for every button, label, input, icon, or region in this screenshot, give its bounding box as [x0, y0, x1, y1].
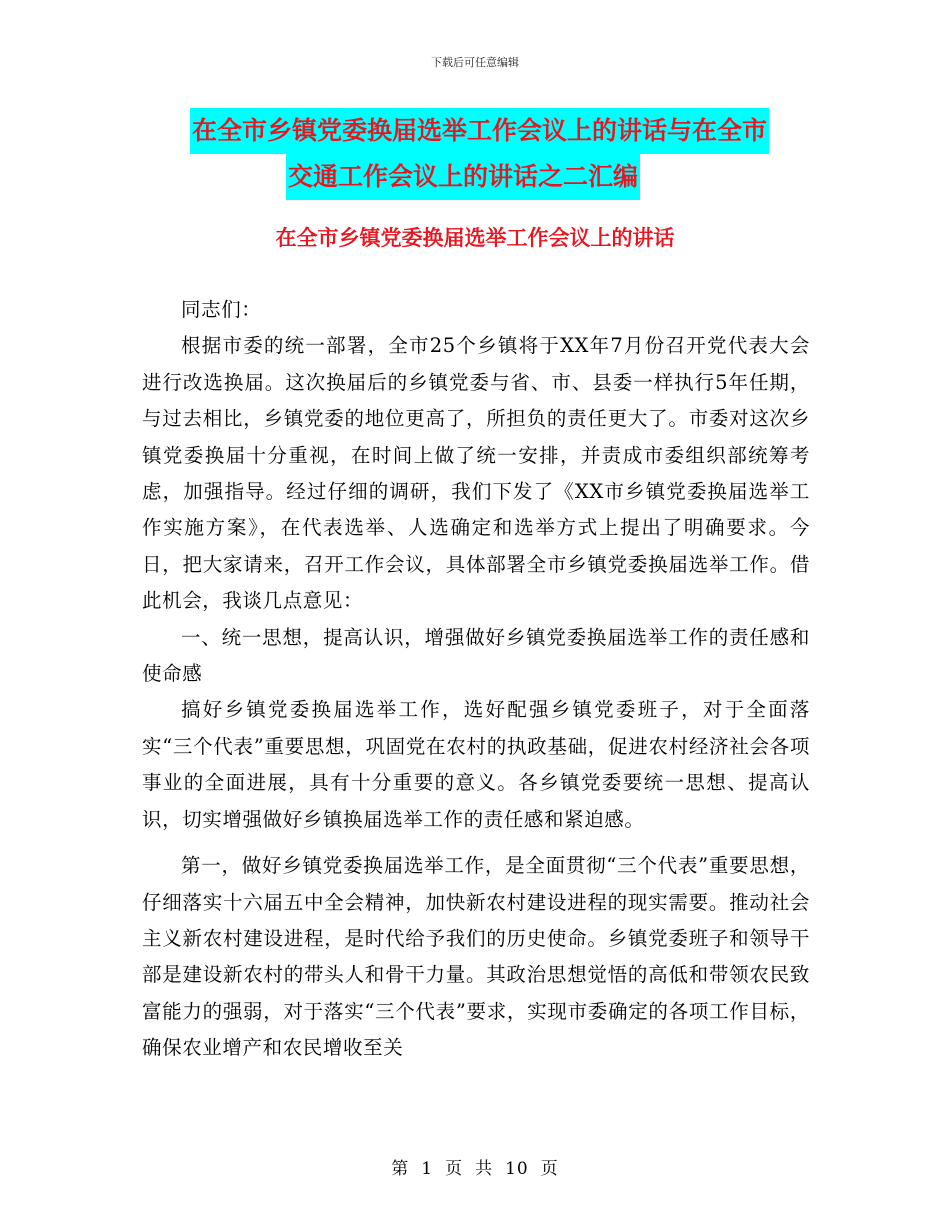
- page-mid: 页: [445, 1159, 464, 1179]
- body-paragraph: 第一，做好乡镇党委换届选举工作，是全面贯彻“三个代表”重要思想，仔细落实十六届五中全会精神，加快新农村建设进程的现实需要。推动社会主义新农村建设进程，是时代给予我们的历史使命。乡镇党委班子和领导干部是建设新农村的带头人和骨干力量。其政治思想觉悟的高低和带领农民致富能力的强弱，对于落实“三个代表”要求，实现市委确定的各项工作目标，确保农业增产和农民增收至关: [142, 854, 810, 1060]
- salutation-paragraph: 同志们：: [181, 298, 262, 321]
- section-title: 在全市乡镇党委换届选举工作会议上的讲话: [275, 226, 675, 250]
- header-note: 下载后可任意编辑: [431, 56, 519, 69]
- total-prefix: 共: [475, 1159, 494, 1179]
- body-paragraph: 搞好乡镇党委换届选举工作，选好配强乡镇党委班子，对于全面落实“三个代表”重要思想，巩固党在农村的执政基础，促进农村经济社会各项事业的全面进展，具有十分重要的意义。各乡镇党委要统一思想、提高认识，切实增强做好乡镇换届选举工作的责任感和紧迫感。: [142, 698, 810, 831]
- page-suffix: 页: [540, 1159, 559, 1179]
- page-current: 1: [421, 1159, 434, 1179]
- body-paragraph: 根据市委的统一部署，全市25个乡镇将于XX年7月份召开党代表大会进行改选换届。这次换届后的乡镇党委与省、市、县委一样执行5年任期，与过去相比，乡镇党委的地位更高了，所担负的责任更大了。市委对这次乡镇党委换届十分重视，在时间上做了统一安排，并责成市委组织部统筹考虑，加强指导。经过仔细的调研，我们下发了《XX市乡镇党委换届选举工作实施方案》，在代表选举、人选确定和选举方式上提出了明确要求。今日，把大家请来，召开工作会议，具体部署全市乡镇党委换届选举工作。借此机会，我谈几点意见：: [142, 334, 810, 613]
- section-heading-paragraph: 一、统一思想，提高认识，增强做好乡镇党委换届选举工作的责任感和使命感: [142, 625, 810, 686]
- document-title-line-2: 交通工作会议上的讲话之二汇编: [286, 154, 640, 200]
- page-number: [0, 1154, 950, 1179]
- document-title-line-1: 在全市乡镇党委换届选举工作会议上的讲话与在全市: [190, 108, 769, 154]
- page-prefix: 第: [391, 1159, 410, 1179]
- document-title: [190, 108, 810, 200]
- page-total: 10: [505, 1159, 529, 1179]
- document-body: [142, 292, 810, 1067]
